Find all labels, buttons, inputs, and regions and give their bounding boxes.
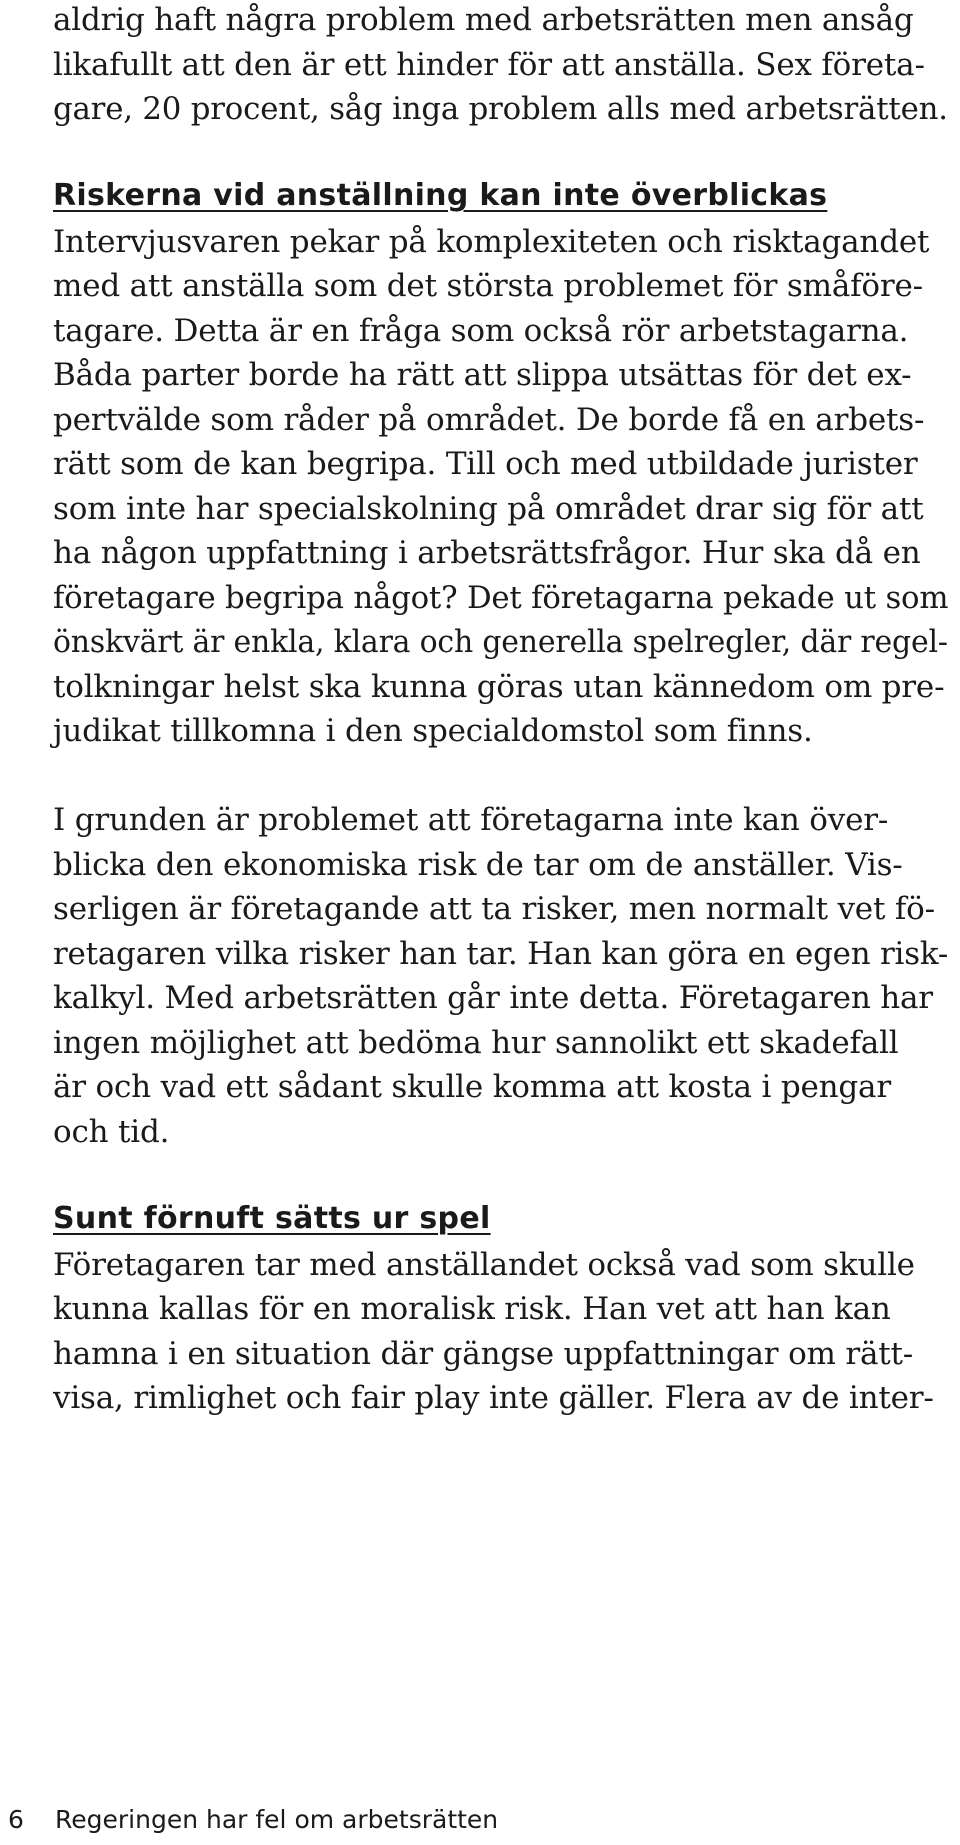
text-line: med att anställa som det största problemet för småföre- — [53, 268, 923, 304]
text-line: gare, 20 procent, såg inga problem alls med arbetsrätten. — [53, 91, 948, 127]
text-line: I grunden är problemet att företagarna inte kan över- — [53, 802, 889, 838]
text-line: ha någon uppfattning i arbetsrättsfrågor. Hur ska då en — [53, 535, 921, 571]
text-line: tolkningar helst ska kunna göras utan kännedom om pre- — [53, 669, 945, 705]
text-line: retagaren vilka risker han tar. Han kan göra en egen risk- — [53, 936, 949, 972]
text-line: pertvälde som råder på området. De borde få en arbets- — [53, 402, 925, 438]
text-line: likafullt att den är ett hinder för att anställa. Sex företa- — [53, 47, 925, 83]
page-number: 6 — [8, 1805, 24, 1834]
text-line: som inte har specialskolning på området drar sig för att — [53, 491, 924, 527]
text-line: serligen är företagande att ta risker, men normalt vet fö- — [53, 891, 935, 927]
text-line: visa, rimlighet och fair play inte gäller. Flera av de inter- — [53, 1380, 934, 1416]
text-line: ingen möjlighet att bedöma hur sannolikt ett skadefall — [53, 1025, 899, 1061]
text-line: blicka den ekonomiska risk de tar om de anställer. Vis- — [53, 847, 903, 883]
text-line: Båda parter borde ha rätt att slippa utsättas för det ex- — [53, 357, 912, 393]
text-line: kunna kallas för en moralisk risk. Han vet att han kan — [53, 1291, 891, 1327]
page-footer — [8, 1805, 498, 1835]
text-line: företagare begripa något? Det företagarna pekade ut som — [53, 580, 949, 616]
text-line: Företagaren tar med anställandet också vad som skulle — [53, 1247, 915, 1283]
section-heading-common-sense: Sunt förnuft sätts ur spel — [53, 1201, 491, 1236]
section-heading-risks: Riskerna vid anställning kan inte överblickas — [53, 178, 828, 213]
text-line: hamna i en situation där gängse uppfattningar om rätt- — [53, 1336, 914, 1372]
text-line: rätt som de kan begripa. Till och med utbildade jurister — [53, 446, 918, 482]
running-title: Regeringen har fel om arbetsrätten — [55, 1805, 499, 1834]
text-line: önskvärt är enkla, klara och generella spelregler, där regel- — [53, 624, 948, 660]
text-line: Intervjusvaren pekar på komplexiteten och risktagandet — [53, 224, 930, 260]
text-line: är och vad ett sådant skulle komma att kosta i pengar — [53, 1069, 891, 1105]
text-line: judikat tillkomna i den specialdomstol som finns. — [53, 713, 813, 749]
text-line: och tid. — [53, 1114, 170, 1150]
text-line: aldrig haft några problem med arbetsrätten men ansåg — [53, 2, 914, 38]
text-line: kalkyl. Med arbetsrätten går inte detta. Företagaren har — [53, 980, 933, 1016]
text-line: tagare. Detta är en fråga som också rör arbetstagarna. — [53, 313, 909, 349]
